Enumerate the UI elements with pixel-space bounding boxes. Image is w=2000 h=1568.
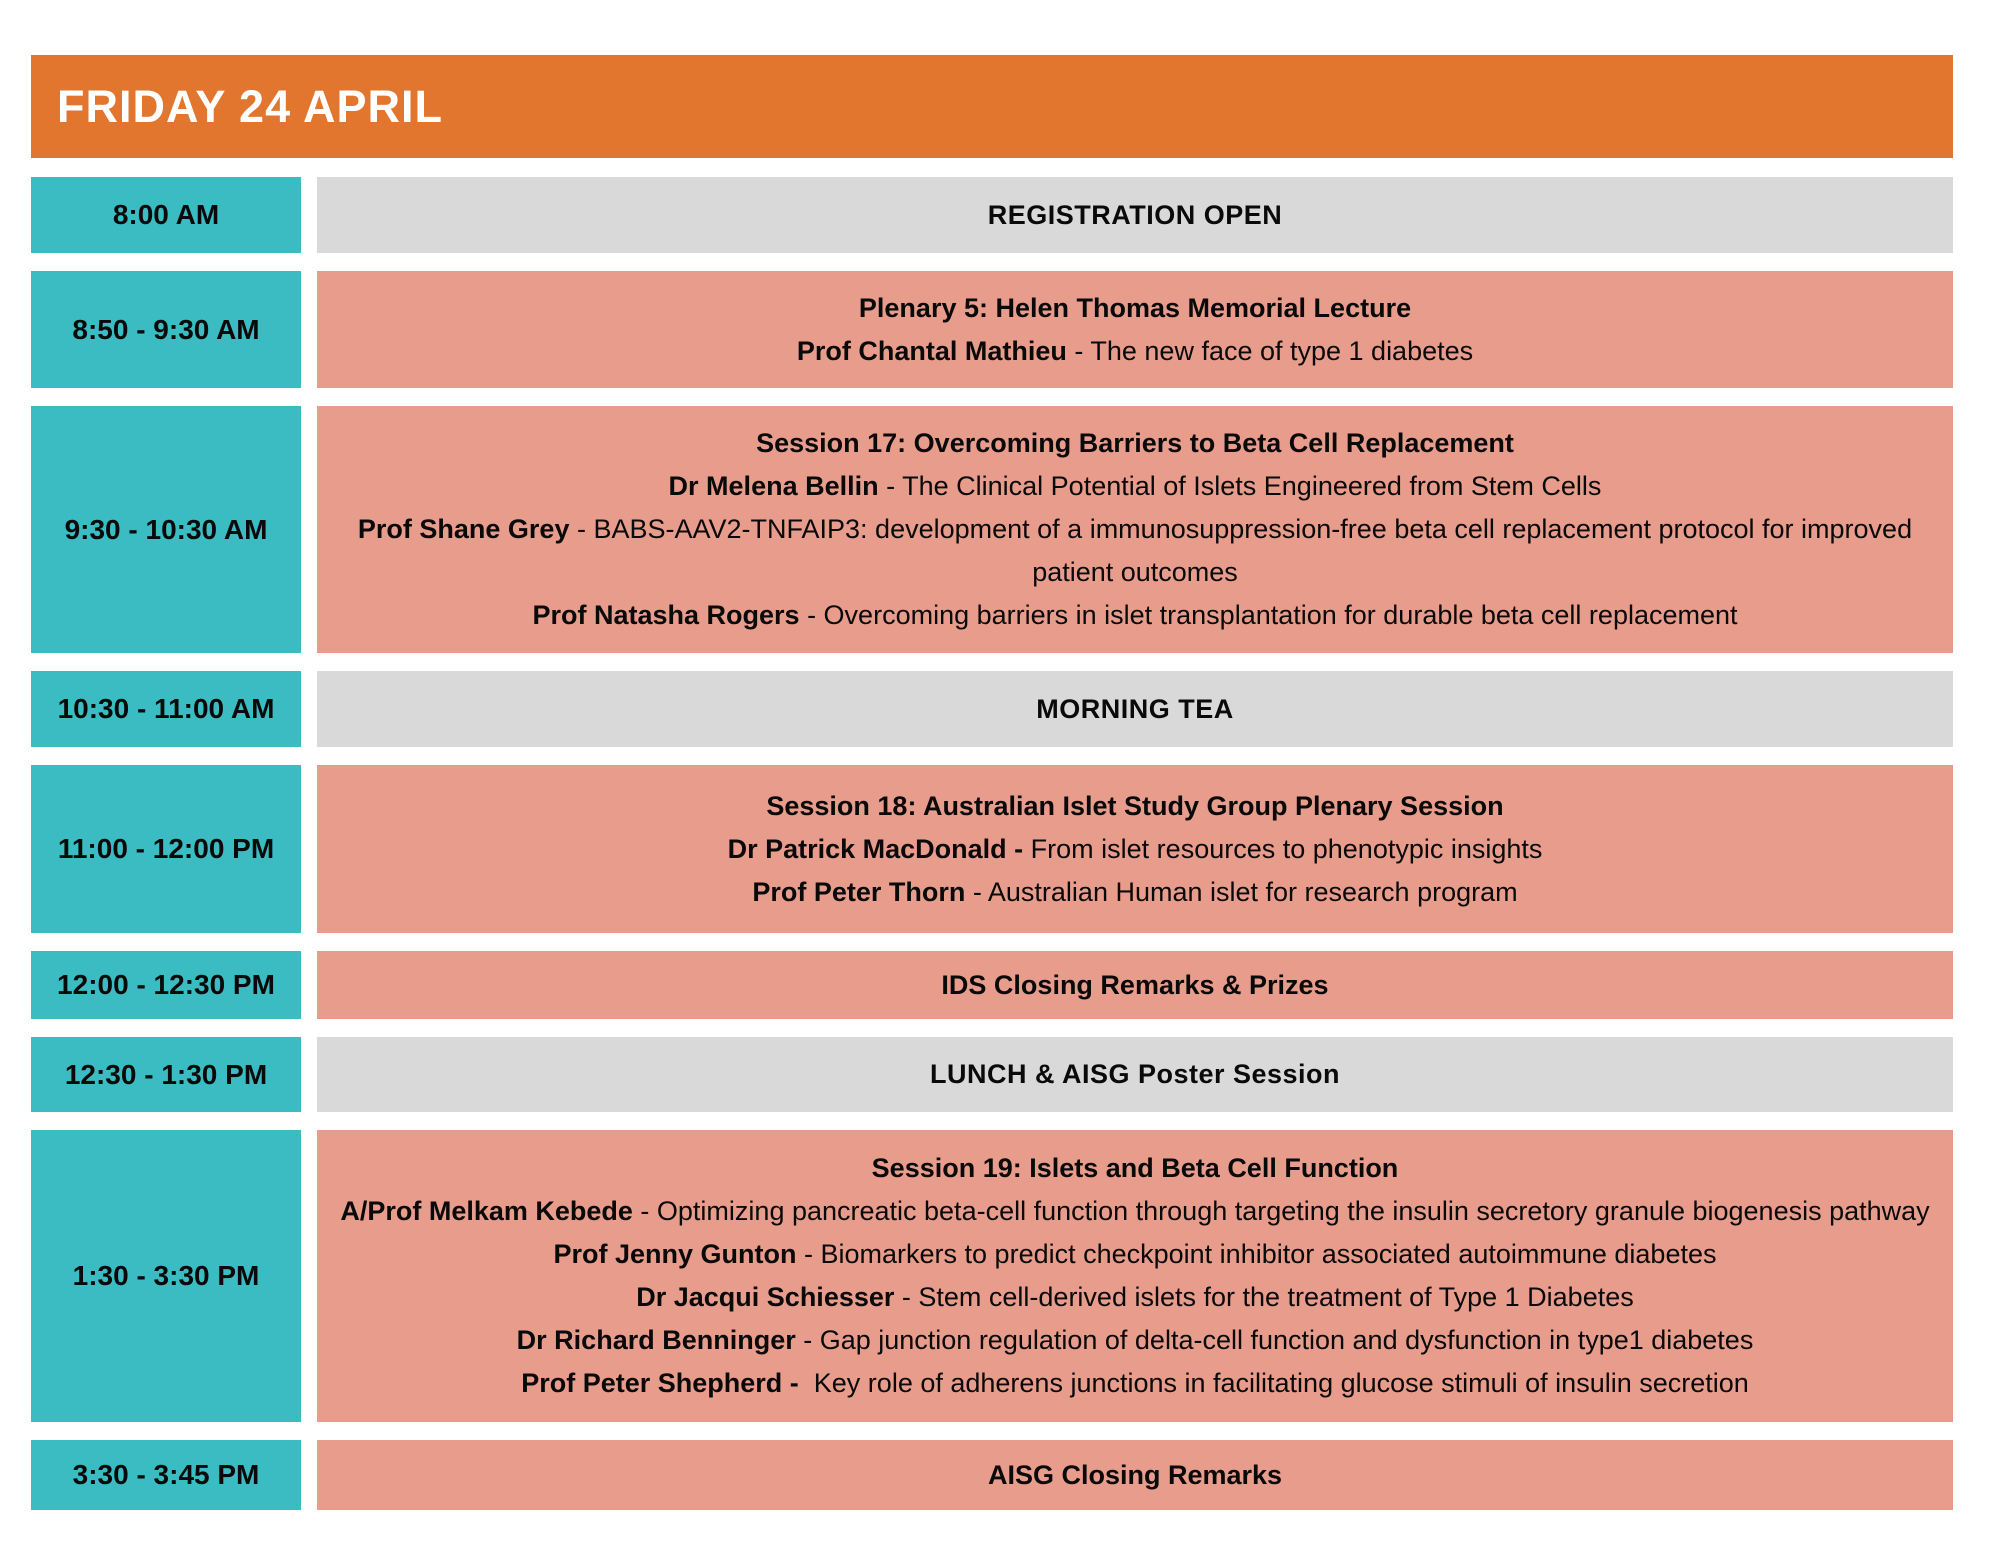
speaker-name: AISG Closing Remarks xyxy=(987,1459,1283,1490)
event-cell xyxy=(317,765,1953,933)
event-cell xyxy=(317,1037,1953,1112)
speaker-name: Plenary 5: Helen Thomas Memorial Lecture xyxy=(858,292,1412,323)
speaker-name: IDS Closing Remarks & Prizes xyxy=(941,969,1329,1000)
talk-title: - Australian Human islet for research program xyxy=(965,876,1518,907)
event-cell xyxy=(317,406,1953,653)
event-line xyxy=(327,1147,1943,1190)
talk-title: - The Clinical Potential of Islets Engineered from Stem Cells xyxy=(878,471,1602,501)
event-line xyxy=(327,688,1943,731)
schedule xyxy=(31,177,1953,1510)
event-cell xyxy=(317,671,1953,747)
event-line xyxy=(327,287,1943,330)
event-line xyxy=(327,1053,1943,1096)
event-line xyxy=(327,594,1943,637)
time-cell: 12:00 - 12:30 PM xyxy=(31,951,301,1019)
talk-title: - Gap junction regulation of delta-cell function and dysfunction in type1 diabetes xyxy=(795,1325,1754,1355)
speaker-name: MORNING TEA xyxy=(1036,693,1234,724)
speaker-name: Prof Peter Shepherd - xyxy=(521,1368,799,1398)
talk-title: - BABS-AAV2-TNFAIP3: development of a immunosuppression-free beta cell replacement protocol for improved patient outcomes xyxy=(569,514,1920,587)
speaker-name: Prof Chantal Mathieu xyxy=(796,335,1067,366)
event-line xyxy=(327,465,1943,508)
speaker-name: Prof Shane Grey xyxy=(357,514,570,544)
talk-title: From islet resources to phenotypic insights xyxy=(1023,833,1543,864)
event-line xyxy=(327,1362,1943,1405)
event-cell xyxy=(317,177,1953,253)
talk-title: - Stem cell-derived islets for the treatment of Type 1 Diabetes xyxy=(894,1282,1634,1312)
schedule-row xyxy=(31,671,1953,747)
schedule-row xyxy=(31,177,1953,253)
event-line xyxy=(327,1319,1943,1362)
schedule-row xyxy=(31,1037,1953,1112)
event-line xyxy=(327,422,1943,465)
talk-title: Key role of adherens junctions in facilitating glucose stimuli of insulin secretion xyxy=(798,1368,1749,1398)
speaker-name: A/Prof Melkam Kebede xyxy=(340,1196,633,1226)
event-line xyxy=(327,1190,1943,1233)
talk-title: - Optimizing pancreatic beta-cell function through targeting the insulin secretory granule biogenesis pathway xyxy=(632,1196,1930,1226)
schedule-row xyxy=(31,271,1953,388)
event-line xyxy=(327,1276,1943,1319)
event-line xyxy=(327,1233,1943,1276)
speaker-name: Session 19: Islets and Beta Cell Function xyxy=(871,1153,1399,1183)
speaker-name: LUNCH & AISG Poster Session xyxy=(929,1059,1341,1089)
speaker-name: Session 17: Overcoming Barriers to Beta Cell Replacement xyxy=(756,428,1514,458)
schedule-row xyxy=(31,951,1953,1019)
event-line xyxy=(327,871,1943,914)
speaker-name: Session 18: Australian Islet Study Group Plenary Session xyxy=(766,790,1504,821)
speaker-name: Prof Jenny Gunton xyxy=(553,1239,797,1269)
event-cell xyxy=(317,271,1953,388)
time-cell: 1:30 - 3:30 PM xyxy=(31,1130,301,1422)
event-cell xyxy=(317,951,1953,1019)
speaker-name: Dr Patrick MacDonald - xyxy=(727,833,1024,864)
speaker-name: Prof Peter Thorn xyxy=(752,876,966,907)
day-header xyxy=(31,55,1953,158)
time-cell: 12:30 - 1:30 PM xyxy=(31,1037,301,1112)
event-line xyxy=(327,508,1943,594)
time-cell: 3:30 - 3:45 PM xyxy=(31,1440,301,1510)
time-cell: 9:30 - 10:30 AM xyxy=(31,406,301,653)
schedule-page xyxy=(31,55,1953,1510)
schedule-row xyxy=(31,1440,1953,1510)
time-cell: 8:50 - 9:30 AM xyxy=(31,271,301,388)
speaker-name: Dr Melena Bellin xyxy=(668,471,879,501)
talk-title: - Biomarkers to predict checkpoint inhibitor associated autoimmune diabetes xyxy=(796,1239,1717,1269)
speaker-name: Dr Jacqui Schiesser xyxy=(636,1282,895,1312)
event-cell xyxy=(317,1130,1953,1422)
time-cell: 10:30 - 11:00 AM xyxy=(31,671,301,747)
event-line xyxy=(327,964,1943,1007)
event-line xyxy=(327,828,1943,871)
day-title: FRIDAY 24 APRIL xyxy=(57,80,443,132)
event-line xyxy=(327,330,1943,373)
speaker-name: REGISTRATION OPEN xyxy=(987,199,1283,230)
talk-title: - Overcoming barriers in islet transplantation for durable beta cell replacement xyxy=(799,600,1738,630)
time-cell: 11:00 - 12:00 PM xyxy=(31,765,301,933)
event-line xyxy=(327,1454,1943,1497)
event-line xyxy=(327,785,1943,828)
time-cell: 8:00 AM xyxy=(31,177,301,253)
event-line xyxy=(327,194,1943,237)
schedule-row xyxy=(31,765,1953,933)
schedule-row xyxy=(31,406,1953,653)
talk-title: - The new face of type 1 diabetes xyxy=(1066,335,1474,366)
schedule-row xyxy=(31,1130,1953,1422)
speaker-name: Dr Richard Benninger xyxy=(516,1325,796,1355)
event-cell xyxy=(317,1440,1953,1510)
speaker-name: Prof Natasha Rogers xyxy=(532,600,800,630)
